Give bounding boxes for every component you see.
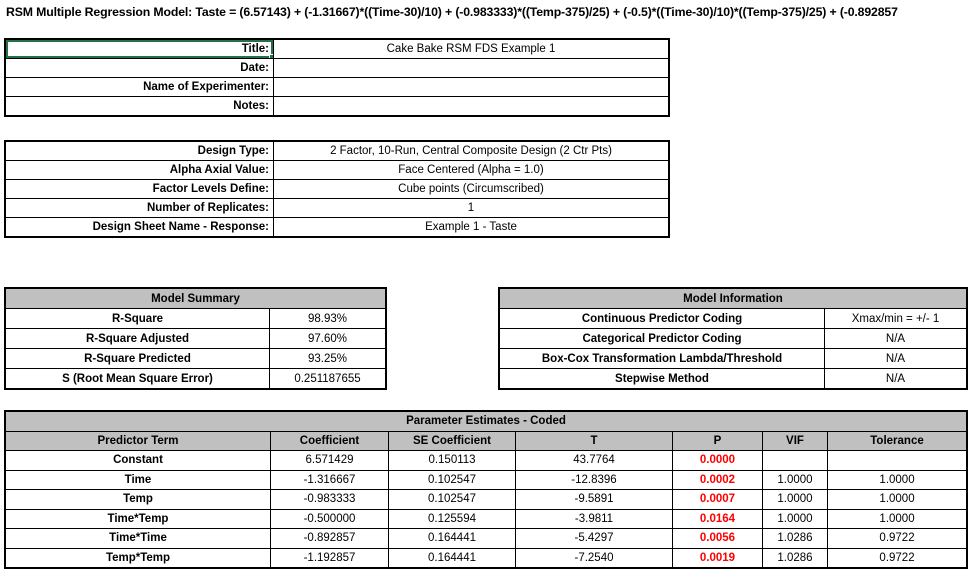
param-column-header-2: SE Coefficient <box>389 431 516 451</box>
parameter-estimates-head <box>6 412 967 451</box>
param-t-4: -5.4297 <box>516 529 673 549</box>
table-row <box>500 289 967 309</box>
table-row <box>6 218 669 237</box>
param-vif-0 <box>763 451 828 471</box>
table-row <box>6 509 967 529</box>
summary-value-0[interactable]: 98.93% <box>270 309 386 329</box>
param-term-5: Temp*Temp <box>6 548 271 568</box>
table-row <box>6 529 967 549</box>
param-p-1: 0.0002 <box>673 470 763 490</box>
design-label-4[interactable]: Design Sheet Name - Response: <box>6 218 274 237</box>
param-p-3: 0.0164 <box>673 509 763 529</box>
param-vif-3: 1.0000 <box>763 509 828 529</box>
design-label-1[interactable]: Alpha Axial Value: <box>6 161 274 180</box>
modelinfo-value-3[interactable]: N/A <box>825 369 967 389</box>
param-term-3: Time*Temp <box>6 509 271 529</box>
parameter-estimates-column-header <box>6 431 967 451</box>
table-row <box>6 309 386 329</box>
table-row <box>6 369 386 389</box>
model-summary-body <box>6 309 386 389</box>
design-value-2[interactable]: Cube points (Circumscribed) <box>274 180 669 199</box>
table-row <box>6 490 967 510</box>
param-t-1: -12.8396 <box>516 470 673 490</box>
table-row <box>500 349 967 369</box>
table-row <box>6 40 669 59</box>
table-row <box>6 548 967 568</box>
param-tolerance-1: 1.0000 <box>828 470 967 490</box>
param-coefficient-4: -0.892857 <box>271 529 389 549</box>
info-value-0[interactable]: Cake Bake RSM FDS Example 1 <box>274 40 669 59</box>
param-column-header-0: Predictor Term <box>6 431 271 451</box>
parameter-estimates-body <box>6 451 967 568</box>
regression-model-equation: RSM Multiple Regression Model: Taste = (6.57143) + (-1.31667)*((Time-30)/10) + (-0.983333)*((Temp-375)/25) + (-0.5)*((Time-30)/10)*((Temp-375)/25) + (-0.892857 <box>6 5 898 19</box>
fill-handle[interactable] <box>269 54 274 59</box>
experiment-info-table <box>5 39 669 116</box>
modelinfo-label-3[interactable]: Stepwise Method <box>500 369 825 389</box>
table-row <box>6 470 967 490</box>
param-se-coefficient-1: 0.102547 <box>389 470 516 490</box>
design-label-0[interactable]: Design Type: <box>6 142 274 161</box>
experiment-info-body <box>6 40 669 116</box>
param-t-2: -9.5891 <box>516 490 673 510</box>
modelinfo-value-1[interactable]: N/A <box>825 329 967 349</box>
param-tolerance-2: 1.0000 <box>828 490 967 510</box>
param-p-5: 0.0019 <box>673 548 763 568</box>
design-value-3[interactable]: 1 <box>274 199 669 218</box>
parameter-estimates-title: Parameter Estimates - Coded <box>6 412 967 432</box>
param-vif-4: 1.0286 <box>763 529 828 549</box>
table-row <box>6 161 669 180</box>
param-column-header-1: Coefficient <box>271 431 389 451</box>
model-information-table <box>499 288 967 389</box>
table-row <box>500 309 967 329</box>
summary-label-2[interactable]: R-Square Predicted <box>6 349 270 369</box>
info-value-1[interactable] <box>274 59 669 78</box>
design-value-0[interactable]: 2 Factor, 10-Run, Central Composite Design (2 Ctr Pts) <box>274 142 669 161</box>
table-row <box>500 369 967 389</box>
param-coefficient-2: -0.983333 <box>271 490 389 510</box>
param-p-2: 0.0007 <box>673 490 763 510</box>
table-row <box>6 199 669 218</box>
param-t-3: -3.9811 <box>516 509 673 529</box>
param-vif-2: 1.0000 <box>763 490 828 510</box>
info-label-3[interactable]: Notes: <box>6 97 274 116</box>
info-label-0[interactable]: Title: <box>6 40 274 59</box>
summary-value-2[interactable]: 93.25% <box>270 349 386 369</box>
modelinfo-value-0[interactable]: Xmax/min = +/- 1 <box>825 309 967 329</box>
summary-value-3[interactable]: 0.251187655 <box>270 369 386 389</box>
parameter-estimates-table <box>5 411 967 568</box>
design-label-3[interactable]: Number of Replicates: <box>6 199 274 218</box>
param-column-header-5: VIF <box>763 431 828 451</box>
modelinfo-label-1[interactable]: Categorical Predictor Coding <box>500 329 825 349</box>
info-value-2[interactable] <box>274 78 669 97</box>
modelinfo-value-2[interactable]: N/A <box>825 349 967 369</box>
param-coefficient-1: -1.316667 <box>271 470 389 490</box>
info-label-2[interactable]: Name of Experimenter: <box>6 78 274 97</box>
table-row <box>6 59 669 78</box>
table-row <box>6 289 386 309</box>
design-label-2[interactable]: Factor Levels Define: <box>6 180 274 199</box>
param-se-coefficient-5: 0.164441 <box>389 548 516 568</box>
model-information-title: Model Information <box>500 289 967 309</box>
param-t-5: -7.2540 <box>516 548 673 568</box>
param-term-4: Time*Time <box>6 529 271 549</box>
param-vif-5: 1.0286 <box>763 548 828 568</box>
param-column-header-4: P <box>673 431 763 451</box>
design-info-table <box>5 141 669 237</box>
param-se-coefficient-4: 0.164441 <box>389 529 516 549</box>
param-term-1: Time <box>6 470 271 490</box>
table-row <box>6 349 386 369</box>
table-row <box>6 97 669 116</box>
summary-label-1[interactable]: R-Square Adjusted <box>6 329 270 349</box>
table-row <box>6 451 967 471</box>
table-row <box>6 142 669 161</box>
param-term-0: Constant <box>6 451 271 471</box>
model-summary-head <box>6 289 386 309</box>
param-column-header-3: T <box>516 431 673 451</box>
table-row <box>6 412 967 432</box>
param-t-0: 43.7764 <box>516 451 673 471</box>
design-info-body <box>6 142 669 237</box>
model-information-body <box>500 309 967 389</box>
summary-label-0[interactable]: R-Square <box>6 309 270 329</box>
param-se-coefficient-0: 0.150113 <box>389 451 516 471</box>
table-row <box>6 180 669 199</box>
table-row <box>6 329 386 349</box>
model-summary-title: Model Summary <box>6 289 386 309</box>
param-p-4: 0.0056 <box>673 529 763 549</box>
param-coefficient-5: -1.192857 <box>271 548 389 568</box>
param-coefficient-0: 6.571429 <box>271 451 389 471</box>
modelinfo-label-2[interactable]: Box-Cox Transformation Lambda/Threshold <box>500 349 825 369</box>
param-se-coefficient-2: 0.102547 <box>389 490 516 510</box>
design-value-4[interactable]: Example 1 - Taste <box>274 218 669 237</box>
param-term-2: Temp <box>6 490 271 510</box>
summary-label-3[interactable]: S (Root Mean Square Error) <box>6 369 270 389</box>
param-tolerance-0 <box>828 451 967 471</box>
model-summary-table <box>5 288 386 389</box>
param-se-coefficient-3: 0.125594 <box>389 509 516 529</box>
table-row <box>6 78 669 97</box>
param-p-0: 0.0000 <box>673 451 763 471</box>
table-row <box>500 329 967 349</box>
param-tolerance-4: 0.9722 <box>828 529 967 549</box>
summary-value-1[interactable]: 97.60% <box>270 329 386 349</box>
info-value-3[interactable] <box>274 97 669 116</box>
model-information-head <box>500 289 967 309</box>
param-vif-1: 1.0000 <box>763 470 828 490</box>
info-label-1[interactable]: Date: <box>6 59 274 78</box>
param-tolerance-5: 0.9722 <box>828 548 967 568</box>
modelinfo-label-0[interactable]: Continuous Predictor Coding <box>500 309 825 329</box>
param-tolerance-3: 1.0000 <box>828 509 967 529</box>
design-value-1[interactable]: Face Centered (Alpha = 1.0) <box>274 161 669 180</box>
param-coefficient-3: -0.500000 <box>271 509 389 529</box>
cell-selection-outline <box>6 40 273 58</box>
param-column-header-6: Tolerance <box>828 431 967 451</box>
